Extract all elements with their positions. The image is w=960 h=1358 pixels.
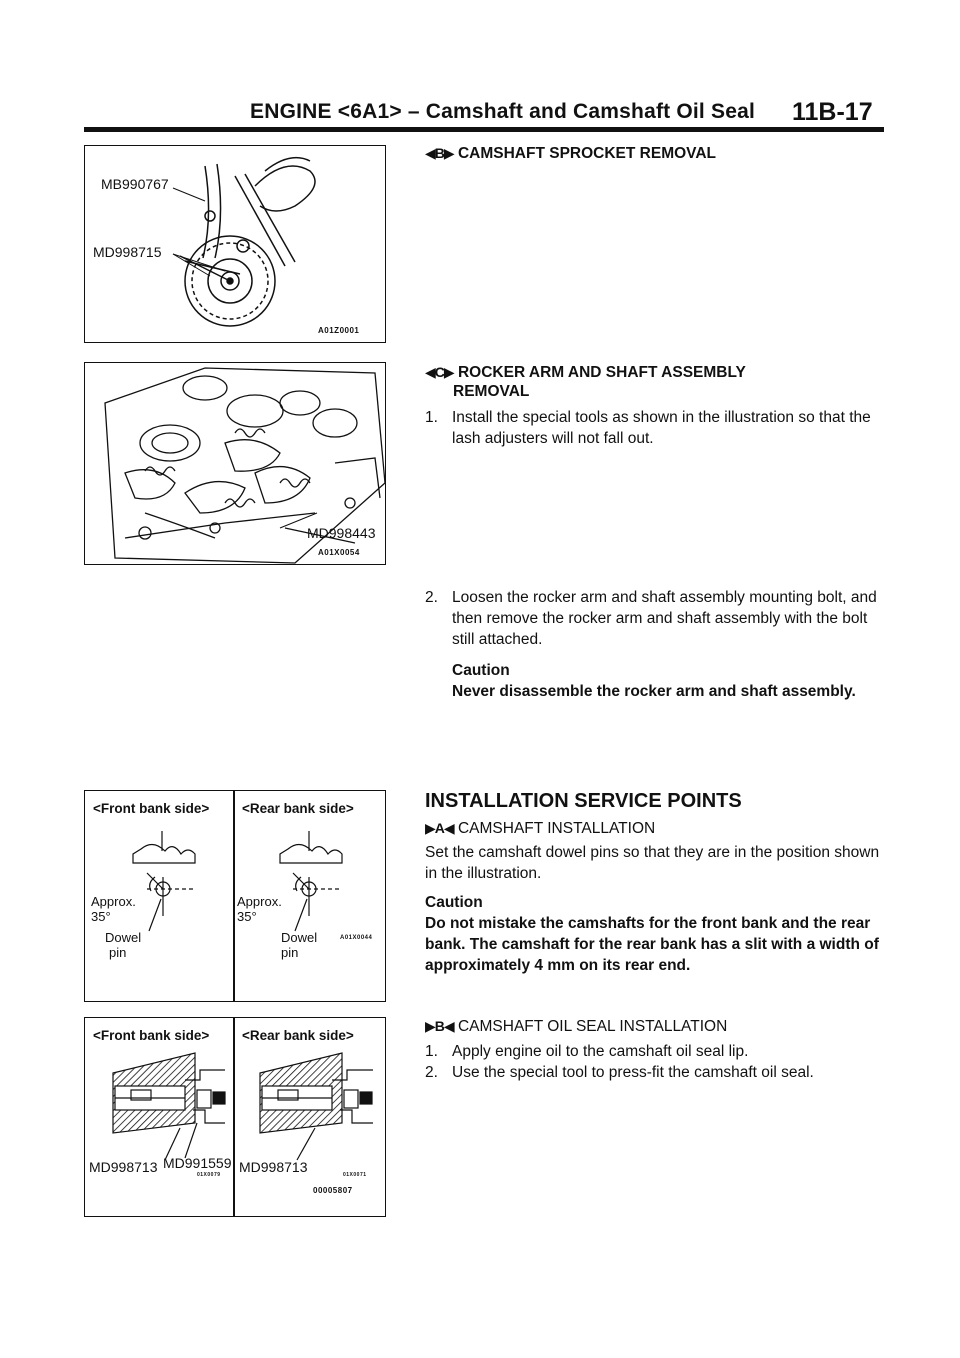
figure-oil-seal xyxy=(84,1017,386,1217)
step-number: 2. xyxy=(425,589,438,606)
section-mark: ◀C▶ xyxy=(425,364,454,380)
step-number: 2. xyxy=(425,1064,438,1081)
tool-label-mb990767: MB990767 xyxy=(101,176,169,192)
front-angle-label: 35° xyxy=(91,909,111,924)
figure-rocker-arm xyxy=(84,362,386,565)
figure-sprocket-removal xyxy=(84,145,386,343)
section-mark: ▶A◀ xyxy=(425,820,454,836)
camshaft-installation-body xyxy=(425,842,885,976)
caution-text: Do not mistake the camshafts for the front bank and the rear bank. The camshaft for the rear bank has a slit with a width of approximately 4 mm on its rear end. xyxy=(425,915,879,974)
tool-label-md998713-rear: MD998713 xyxy=(239,1159,308,1175)
section-sprocket-removal xyxy=(425,145,716,163)
rear-dowel-label: Dowel xyxy=(281,930,318,945)
rear-angle-label: 35° xyxy=(237,909,257,924)
tool-label-md998715: MD998715 xyxy=(93,244,162,260)
front-approx-label: Approx. xyxy=(91,894,136,909)
oil-seal-steps xyxy=(425,1041,885,1083)
page-title: ENGINE <6A1> – Camshaft and Camshaft Oil Seal xyxy=(250,100,756,123)
caution-text: Never disassemble the rocker arm and shaft assembly. xyxy=(452,683,856,700)
tool-label-md998443: MD998443 xyxy=(307,525,376,541)
section-title: CAMSHAFT SPROCKET REMOVAL xyxy=(457,145,717,162)
rocker-step-2 xyxy=(425,587,885,702)
step-text: Install the special tools as shown in the illustration so that the lash adjusters will not fall out. xyxy=(452,409,871,447)
tool-label-md991559: MD991559 xyxy=(163,1155,232,1171)
section-title: CAMSHAFT OIL SEAL INSTALLATION xyxy=(457,1018,728,1035)
rear-approx-label: Approx. xyxy=(237,894,282,909)
tool-label-md998713-front: MD998713 xyxy=(89,1159,158,1175)
section-mark: ▶B◀ xyxy=(425,1018,454,1034)
figure-code: A01Z0001 xyxy=(318,326,360,335)
oil-seal-step-1 xyxy=(425,1041,885,1062)
rear-pin-label: pin xyxy=(281,945,299,960)
section-title: ROCKER ARM AND SHAFT ASSEMBLY xyxy=(457,364,746,381)
figure-code: A01X0044 xyxy=(340,935,373,941)
page-number: 11B-17 xyxy=(792,98,873,126)
header-rule xyxy=(84,127,884,132)
section-title: CAMSHAFT INSTALLATION xyxy=(457,820,656,837)
figure-code-small: 01X0071 xyxy=(343,1172,367,1178)
section-rocker-removal xyxy=(425,364,746,382)
step-number: 1. xyxy=(425,409,438,426)
step-text: Apply engine oil to the camshaft oil seal lip. xyxy=(452,1043,749,1060)
figure-code-small: 01X0079 xyxy=(197,1172,221,1178)
rear-bank-title: <Rear bank side> xyxy=(242,801,354,816)
front-pin-label: pin xyxy=(109,945,127,960)
front-bank-title: <Front bank side> xyxy=(93,801,210,816)
front-bank-title: <Front bank side> xyxy=(93,1028,210,1043)
caution-label: Caution xyxy=(425,894,483,911)
body-text: Set the camshaft dowel pins so that they are in the position shown in the illustration. xyxy=(425,844,880,882)
rear-bank-title: <Rear bank side> xyxy=(242,1028,354,1043)
oil-seal-step-2 xyxy=(425,1062,885,1083)
front-dowel-label: Dowel xyxy=(105,930,142,945)
installation-heading: INSTALLATION SERVICE POINTS xyxy=(425,790,742,812)
section-title-continued: REMOVAL xyxy=(453,383,530,400)
section-oil-seal-installation xyxy=(425,1018,727,1036)
caution-label: Caution xyxy=(452,662,510,679)
figure-dowel-pin xyxy=(84,790,386,1002)
figure-code: A01X0054 xyxy=(318,548,360,557)
section-mark: ◀B▶ xyxy=(425,145,454,161)
figure-code: 00005807 xyxy=(313,1186,353,1195)
step-number: 1. xyxy=(425,1043,438,1060)
step-text: Loosen the rocker arm and shaft assembly mounting bolt, and then remove the rocker arm and shaft assembly with the bolt still attached. xyxy=(452,589,877,648)
rocker-step-1 xyxy=(425,407,885,449)
section-camshaft-installation xyxy=(425,820,655,838)
step-text: Use the special tool to press-fit the camshaft oil seal. xyxy=(452,1064,814,1081)
